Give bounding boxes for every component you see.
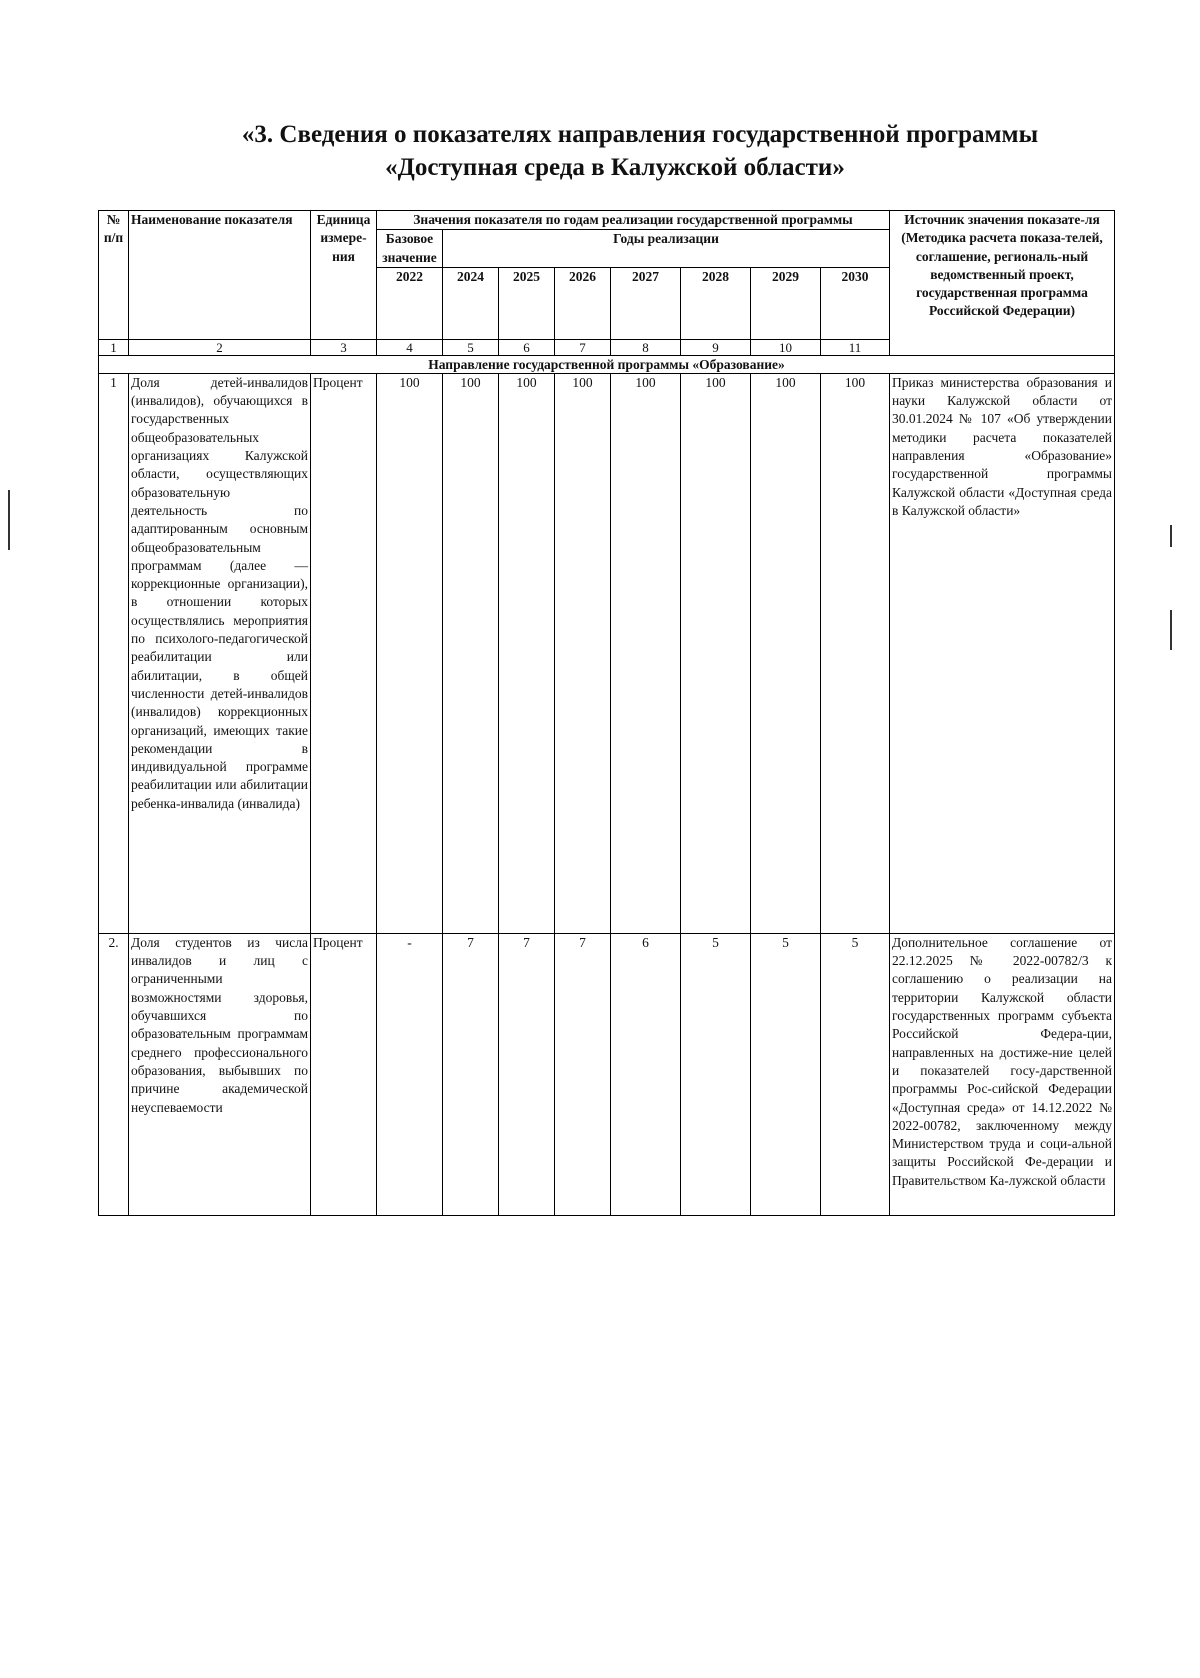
scan-mark-right [1170,525,1172,547]
header-unit-3: ния [332,248,355,264]
col-number: 2 [129,339,311,355]
header-unit [311,211,377,340]
col-number: 9 [681,339,751,355]
row-base: 100 [377,373,443,933]
row-source: Дополнительное соглашение от 22.12.2025 № 2022-00782/3 к соглашению о реализации на территории Калужской области государственных программ субъекта Российской Федера-ции, направленных на достиже-ние целей и показателей госу-дарственной программы Рос-сийской Федерации «Доступная среда» от 14.12.2022 № 2022-00782, заключенному между Министерством труда и соци-альной защиты Российской Фе-дерации и Правительством Ка-лужской области [890,933,1115,1215]
col-number: 8 [611,339,681,355]
header-year: 2025 [499,267,555,339]
row-num: 2. [99,933,129,1215]
row-value: 100 [821,373,890,933]
col-number: 6 [499,339,555,355]
header-source: Источник значения показате-ля (Методика расчета показа-телей, соглашение, региональ-ный ведомственный проект, государственная программа Российской Федерации) [890,211,1115,356]
col-number: 5 [443,339,499,355]
indicators-table-wrapper [98,210,1115,1216]
direction-title: Направление государственной программы «Образование» [99,355,1115,373]
row-num: 1 [99,373,129,933]
row-value: 100 [681,373,751,933]
row-value: 100 [499,373,555,933]
col-number: 7 [555,339,611,355]
row-value: 100 [611,373,681,933]
scan-mark-right-lower [1170,610,1172,650]
header-unit-2: измере- [320,230,367,246]
row-value: 7 [499,933,555,1215]
col-number: 3 [311,339,377,355]
direction-row [99,355,1115,373]
header-years-label: Годы реализации [443,230,890,268]
row-value: 100 [555,373,611,933]
document-title [0,118,1200,184]
table-row [99,373,1115,933]
header-num: № п/п [99,211,129,340]
header-name: Наименование показателя [129,211,311,340]
row-value: 7 [443,933,499,1215]
table-row [99,933,1115,1215]
header-year: 2024 [443,267,499,339]
title-line-2: «Доступная среда в Калужской области» [385,154,845,181]
scan-mark-left [8,490,10,550]
row-base: - [377,933,443,1215]
header-year: 2029 [751,267,821,339]
row-value: 100 [443,373,499,933]
col-number: 11 [821,339,890,355]
col-number: 4 [377,339,443,355]
col-number: 10 [751,339,821,355]
row-unit: Процент [311,933,377,1215]
header-year: 2027 [611,267,681,339]
header-base: Базовое значение [377,230,443,268]
row-value: 7 [555,933,611,1215]
row-source: Приказ министерства образования и науки Калужской области от 30.01.2024 № 107 «Об утверждении методики расчета показателей направления «Образование» государственной программы Калужской области «Доступная среда в Калужской области» [890,373,1115,933]
row-name: Доля студентов из числа инвалидов и лиц с ограниченными возможностями здоровья, обучавшихся по образовательным программам среднего профессионального образования, выбывших по причине академической неуспеваемости [129,933,311,1215]
header-unit-1: Единица [316,212,371,227]
row-value: 5 [751,933,821,1215]
row-value: 5 [821,933,890,1215]
header-base-year: 2022 [377,267,443,339]
row-name: Доля детей-инвалидов (инвалидов), обучающихся в государственных общеобразовательных организациях Калужской области, осуществляющих образовательную деятельность по адаптированным основным общеобразовательным программам (далее — коррекционные организации), в отношении которых осуществлялись мероприятия по психолого-педагогической реабилитации или абилитации, в общей численности детей-инвалидов (инвалидов) коррекционных организаций, имеющих такие рекомендации в индивидуальной программе реабилитации или абилитации ребенка-инвалида (инвалида) [129,373,311,933]
row-value: 5 [681,933,751,1215]
row-value: 6 [611,933,681,1215]
row-value: 100 [751,373,821,933]
header-year: 2030 [821,267,890,339]
header-values-group: Значения показателя по годам реализации государственной программы [377,211,890,230]
indicators-table [98,210,1115,1216]
header-year: 2028 [681,267,751,339]
header-year: 2026 [555,267,611,339]
row-unit: Процент [311,373,377,933]
title-line-1: «3. Сведения о показателях направления государственной программы [241,121,1039,148]
col-number: 1 [99,339,129,355]
